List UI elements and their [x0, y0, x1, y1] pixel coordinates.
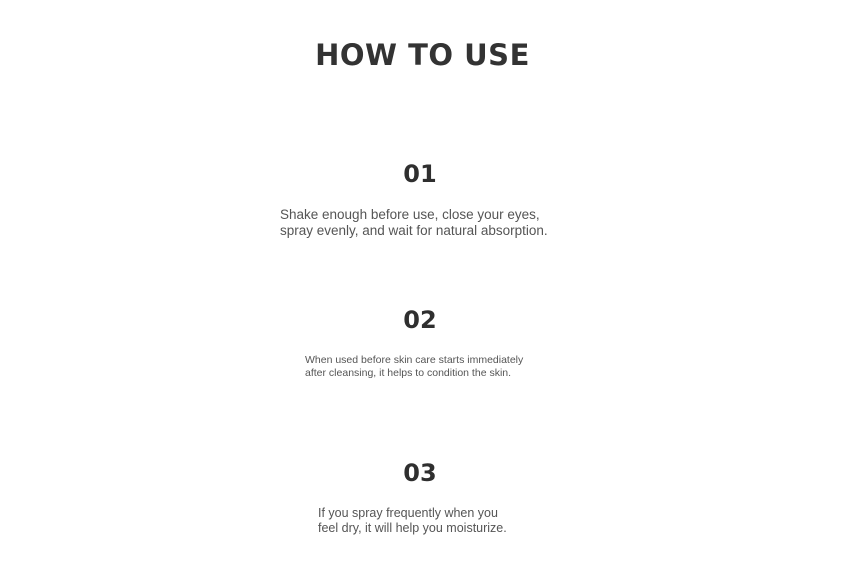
page-title: HOW TO USE	[315, 38, 530, 72]
step-2-description: When used before skin care starts immediately after cleansing, it helps to condition the skin.	[305, 354, 524, 379]
step-3-description: If you spray frequently when you feel dry, it will help you moisturize.	[318, 506, 507, 535]
step-2-number: 02	[403, 306, 437, 334]
step-1-number: 01	[403, 160, 437, 188]
step-1-description: Shake enough before use, close your eyes, spray evenly, and wait for natural absorption.	[280, 207, 548, 238]
step-3-number: 03	[403, 459, 437, 487]
